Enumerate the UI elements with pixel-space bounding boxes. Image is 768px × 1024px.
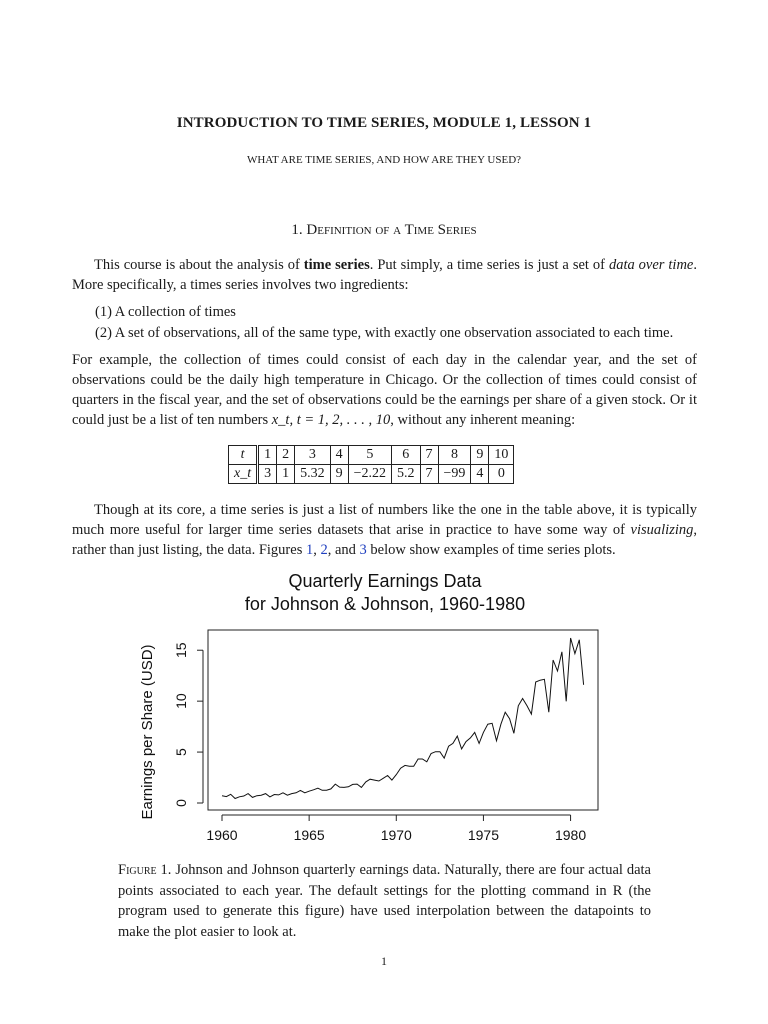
table-cell: 5.32 — [295, 465, 331, 484]
table-cell: 7 — [420, 465, 438, 484]
table-header-cell: t — [229, 446, 258, 465]
section-number: 1. — [291, 222, 303, 238]
table-cell: 6 — [392, 446, 421, 465]
table-cell: 4 — [471, 465, 489, 484]
page-subtitle: WHAT ARE TIME SERIES, AND HOW ARE THEY USED? — [246, 154, 522, 166]
y-tick-label: 10 — [173, 693, 189, 709]
table-cell: 1 — [277, 465, 295, 484]
y-tick-label: 5 — [173, 748, 189, 756]
table-cell: 0 — [489, 465, 514, 484]
table-row — [229, 465, 514, 484]
section-heading — [0, 222, 768, 239]
table-row — [229, 446, 514, 465]
earnings-line-chart — [130, 620, 610, 850]
table-cell: 2 — [277, 446, 295, 465]
intro-paragraph: This course is about the analysis of time series. Put simply, a time series is just a set of data over time. More specifically, a times series involves two ingredients: — [72, 257, 697, 293]
table-cell: 1 — [258, 446, 277, 465]
y-axis-label: Earnings per Share (USD) — [139, 644, 156, 820]
y-axis — [173, 642, 203, 807]
list-item: (2) A set of observations, all of the same type, with exactly one observation associated to each time. — [95, 325, 674, 341]
chart-title-line: for Johnson & Johnson, 1960-1980 — [244, 594, 526, 614]
page-number: 1 — [381, 954, 387, 968]
series-line — [222, 638, 584, 799]
y-tick-label: 0 — [173, 799, 189, 807]
x-tick-label: 1970 — [380, 827, 412, 843]
table-cell: 5.2 — [392, 465, 421, 484]
table-cell: 4 — [330, 446, 348, 465]
inline-math: x_t, t = 1, 2, . . . , 10 — [271, 412, 391, 428]
figure-link-3[interactable]: 3 — [359, 542, 367, 558]
x-tick-label: 1975 — [467, 827, 500, 843]
table-cell: 3 — [295, 446, 331, 465]
table-header-cell: x_t — [229, 465, 258, 484]
table-cell: 5 — [348, 446, 391, 465]
figure-link-1[interactable]: 1 — [305, 542, 314, 558]
x-axis — [206, 815, 586, 843]
table-cell: 9 — [471, 446, 489, 465]
table-cell: 8 — [438, 446, 471, 465]
example-paragraph: For example, the collection of times could consist of each day in the calendar year, and the set of observations could be the daily high temperature in Chicago. Or the collection of times could consist of quarters in the fiscal year, and the set of observations could be the earnings per share of a given stock. Or it could just be a list of ten numbers x_t, t = 1, 2, . . . , 10, without any inherent meaning: — [72, 352, 697, 428]
figure-link-2[interactable]: 2 — [320, 542, 328, 558]
table-cell: 9 — [330, 465, 348, 484]
visualization-paragraph: Though at its core, a time series is just a list of numbers like the one in the table above, it is typically much more useful for larger time series datasets that arise in practice to have some way of visualizing, rather than just listing, the data. Figures 1, 2, and 3 below show examples of time series plots. — [72, 502, 697, 558]
x-tick-label: 1980 — [554, 827, 587, 843]
list-item: (1) A collection of times — [95, 304, 236, 320]
table-cell: 7 — [420, 446, 438, 465]
y-tick-label: 15 — [173, 642, 189, 659]
data-table — [228, 445, 514, 484]
ingredients-list — [95, 302, 705, 344]
table-cell: 3 — [258, 465, 277, 484]
x-tick-label: 1965 — [293, 827, 325, 843]
chart-title — [160, 570, 610, 616]
table-cell: −99 — [438, 465, 471, 484]
table-cell: −2.22 — [348, 465, 391, 484]
term-time-series: time series — [303, 257, 370, 273]
section-title: Definition of a Time Series — [306, 222, 477, 238]
chart-title-line: Quarterly Earnings Data — [288, 571, 482, 591]
caption-label: Figure 1. — [118, 862, 172, 878]
table-cell: 10 — [489, 446, 514, 465]
plot-frame — [208, 630, 598, 810]
x-tick-label: 1960 — [206, 827, 238, 843]
figure-caption: Figure 1. Johnson and Johnson quarterly earnings data. Naturally, there are four actual data points associated to each year. The default settings for the plotting command in R (the program used to generate this figure) have used interpolation between the datapoints to make the plot easier to look at. — [118, 862, 651, 940]
page-title: INTRODUCTION TO TIME SERIES, MODULE 1, LESSON 1 — [176, 115, 592, 131]
